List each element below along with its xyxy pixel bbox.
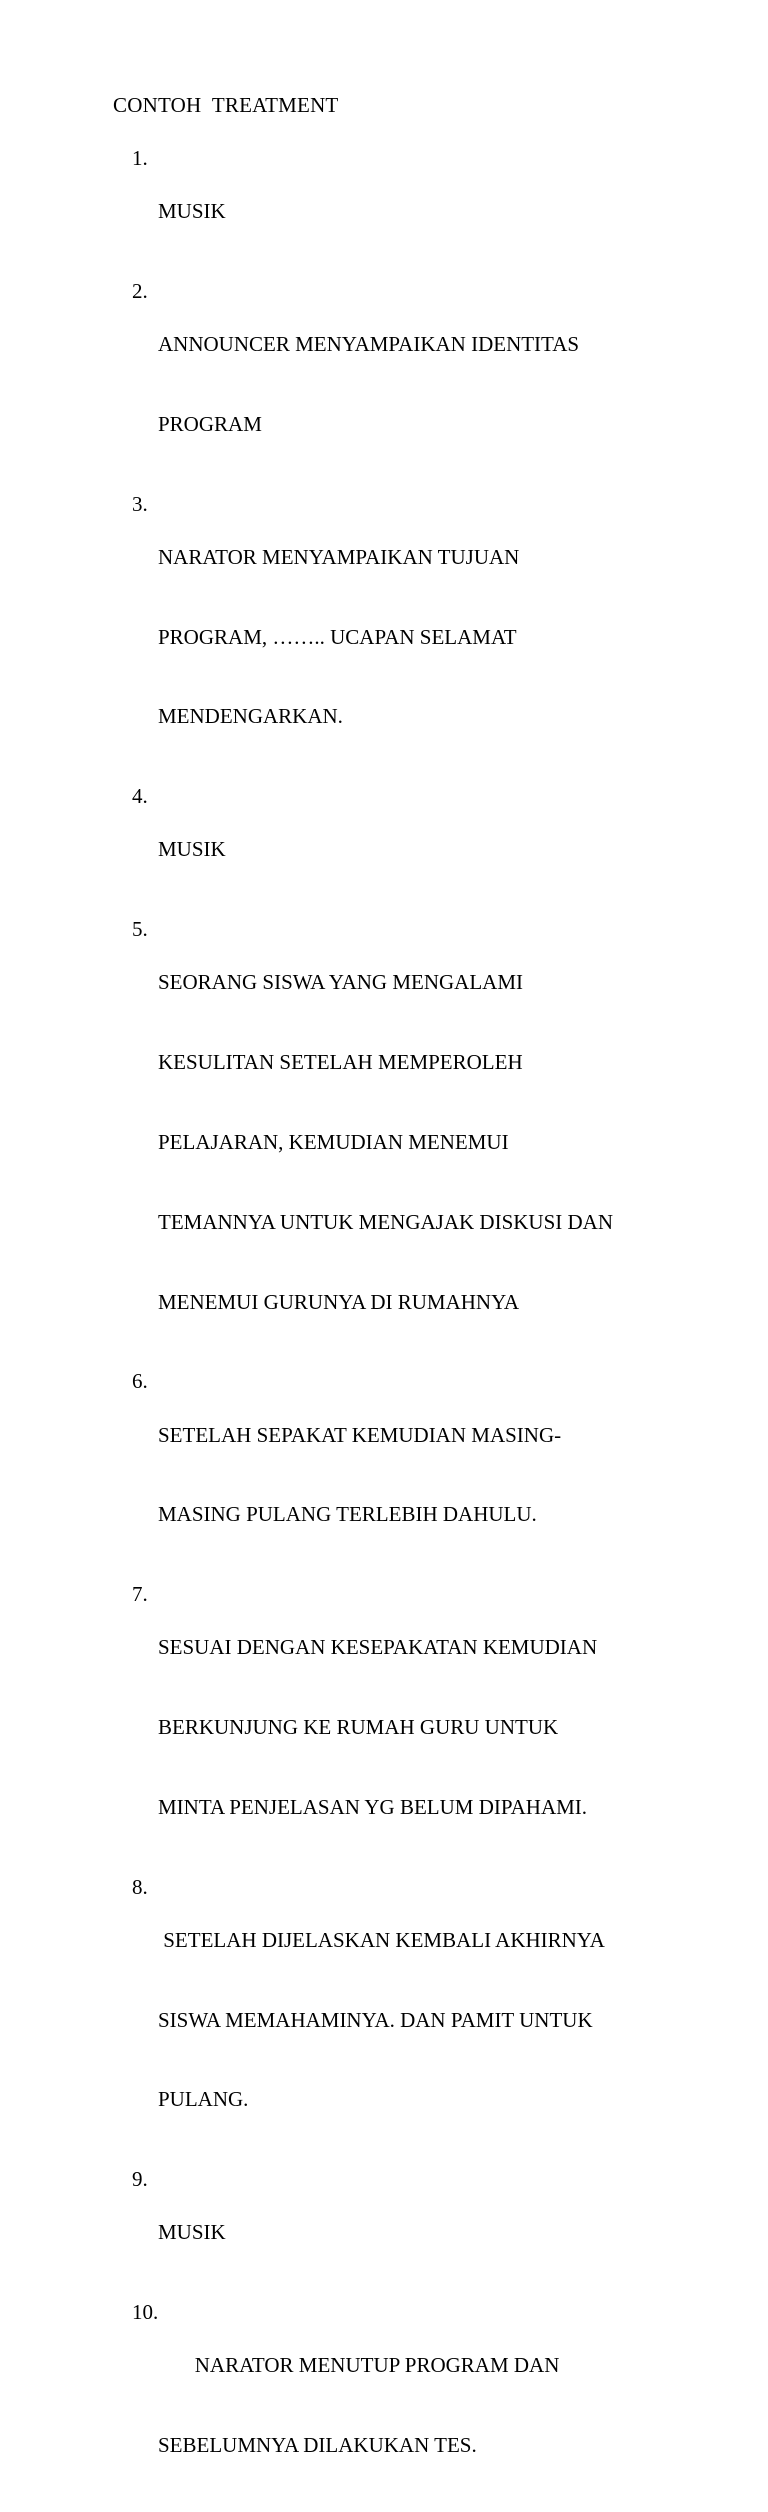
item-line: SETELAH DIJELASKAN KEMBALI AKHIRNYA bbox=[158, 1927, 605, 1952]
item-text bbox=[158, 916, 658, 1368]
item-number: 2. bbox=[132, 278, 148, 303]
item-text bbox=[158, 145, 658, 278]
item-line: PROGRAM, …….. UCAPAN SELAMAT bbox=[158, 624, 517, 649]
list-item bbox=[132, 1581, 658, 1874]
list-item bbox=[132, 1874, 658, 2167]
item-number: 7. bbox=[132, 1582, 148, 1607]
list-item bbox=[132, 783, 658, 916]
item-text bbox=[158, 2166, 658, 2299]
list-item bbox=[132, 491, 658, 784]
item-line: PROGRAM bbox=[158, 411, 262, 436]
item-text bbox=[158, 491, 658, 784]
item-text bbox=[158, 1874, 658, 2167]
list-item bbox=[132, 278, 658, 491]
item-number: 4. bbox=[132, 784, 148, 809]
item-text bbox=[158, 2299, 658, 2512]
item-number: 3. bbox=[132, 491, 148, 516]
item-number: 5. bbox=[132, 917, 148, 942]
item-line: MASING PULANG TERLEBIH DAHULU. bbox=[158, 1502, 537, 1527]
item-line: MUSIK bbox=[158, 837, 226, 862]
item-number: 9. bbox=[132, 2167, 148, 2192]
item-line: TEMANNYA UNTUK MENGAJAK DISKUSI DAN bbox=[158, 1209, 613, 1234]
item-line: PELAJARAN, KEMUDIAN MENEMUI bbox=[158, 1129, 509, 1154]
item-line: NARATOR MENUTUP PROGRAM DAN bbox=[158, 2353, 560, 2378]
item-text bbox=[158, 1368, 658, 1581]
item-line: ANNOUNCER MENYAMPAIKAN IDENTITAS bbox=[158, 332, 580, 357]
item-line: SESUAI DENGAN KESEPAKATAN KEMUDIAN bbox=[158, 1635, 598, 1660]
item-line: MENEMUI GURUNYA DI RUMAHNYA bbox=[158, 1289, 520, 1314]
list-item bbox=[132, 145, 658, 278]
item-number: 6. bbox=[132, 1369, 148, 1394]
item-text bbox=[158, 278, 658, 491]
item-line: MUSIK bbox=[158, 2220, 226, 2245]
item-line: NARATOR MENYAMPAIKAN TUJUAN bbox=[158, 544, 520, 569]
item-line: SISWA MEMAHAMINYA. DAN PAMIT UNTUK bbox=[158, 2007, 593, 2032]
item-line: SEORANG SISWA YANG MENGALAMI bbox=[158, 970, 523, 995]
list-item bbox=[132, 2166, 658, 2299]
item-line: MENDENGARKAN. bbox=[158, 704, 343, 729]
item-text bbox=[158, 783, 658, 916]
item-text bbox=[158, 1581, 658, 1874]
item-number: 10. bbox=[132, 2300, 159, 2325]
item-line: MINTA PENJELASAN YG BELUM DIPAHAMI. bbox=[158, 1794, 588, 1819]
list-item bbox=[132, 2299, 658, 2512]
item-line: BERKUNJUNG KE RUMAH GURU UNTUK bbox=[158, 1715, 559, 1740]
treatment-list bbox=[132, 145, 658, 2512]
item-number: 8. bbox=[132, 1874, 148, 1899]
list-item bbox=[132, 1368, 658, 1581]
item-line: KESULITAN SETELAH MEMPEROLEH bbox=[158, 1050, 523, 1075]
document-title: CONTOH TREATMENT bbox=[113, 93, 339, 117]
item-number: 1. bbox=[132, 146, 148, 170]
item-line: PULANG. bbox=[158, 2087, 249, 2112]
item-line: SEBELUMNYA DILAKUKAN TES. bbox=[158, 2433, 477, 2458]
item-line: MUSIK bbox=[158, 199, 226, 224]
item-line: SETELAH SEPAKAT KEMUDIAN MASING- bbox=[158, 1422, 562, 1447]
list-item bbox=[132, 916, 658, 1368]
